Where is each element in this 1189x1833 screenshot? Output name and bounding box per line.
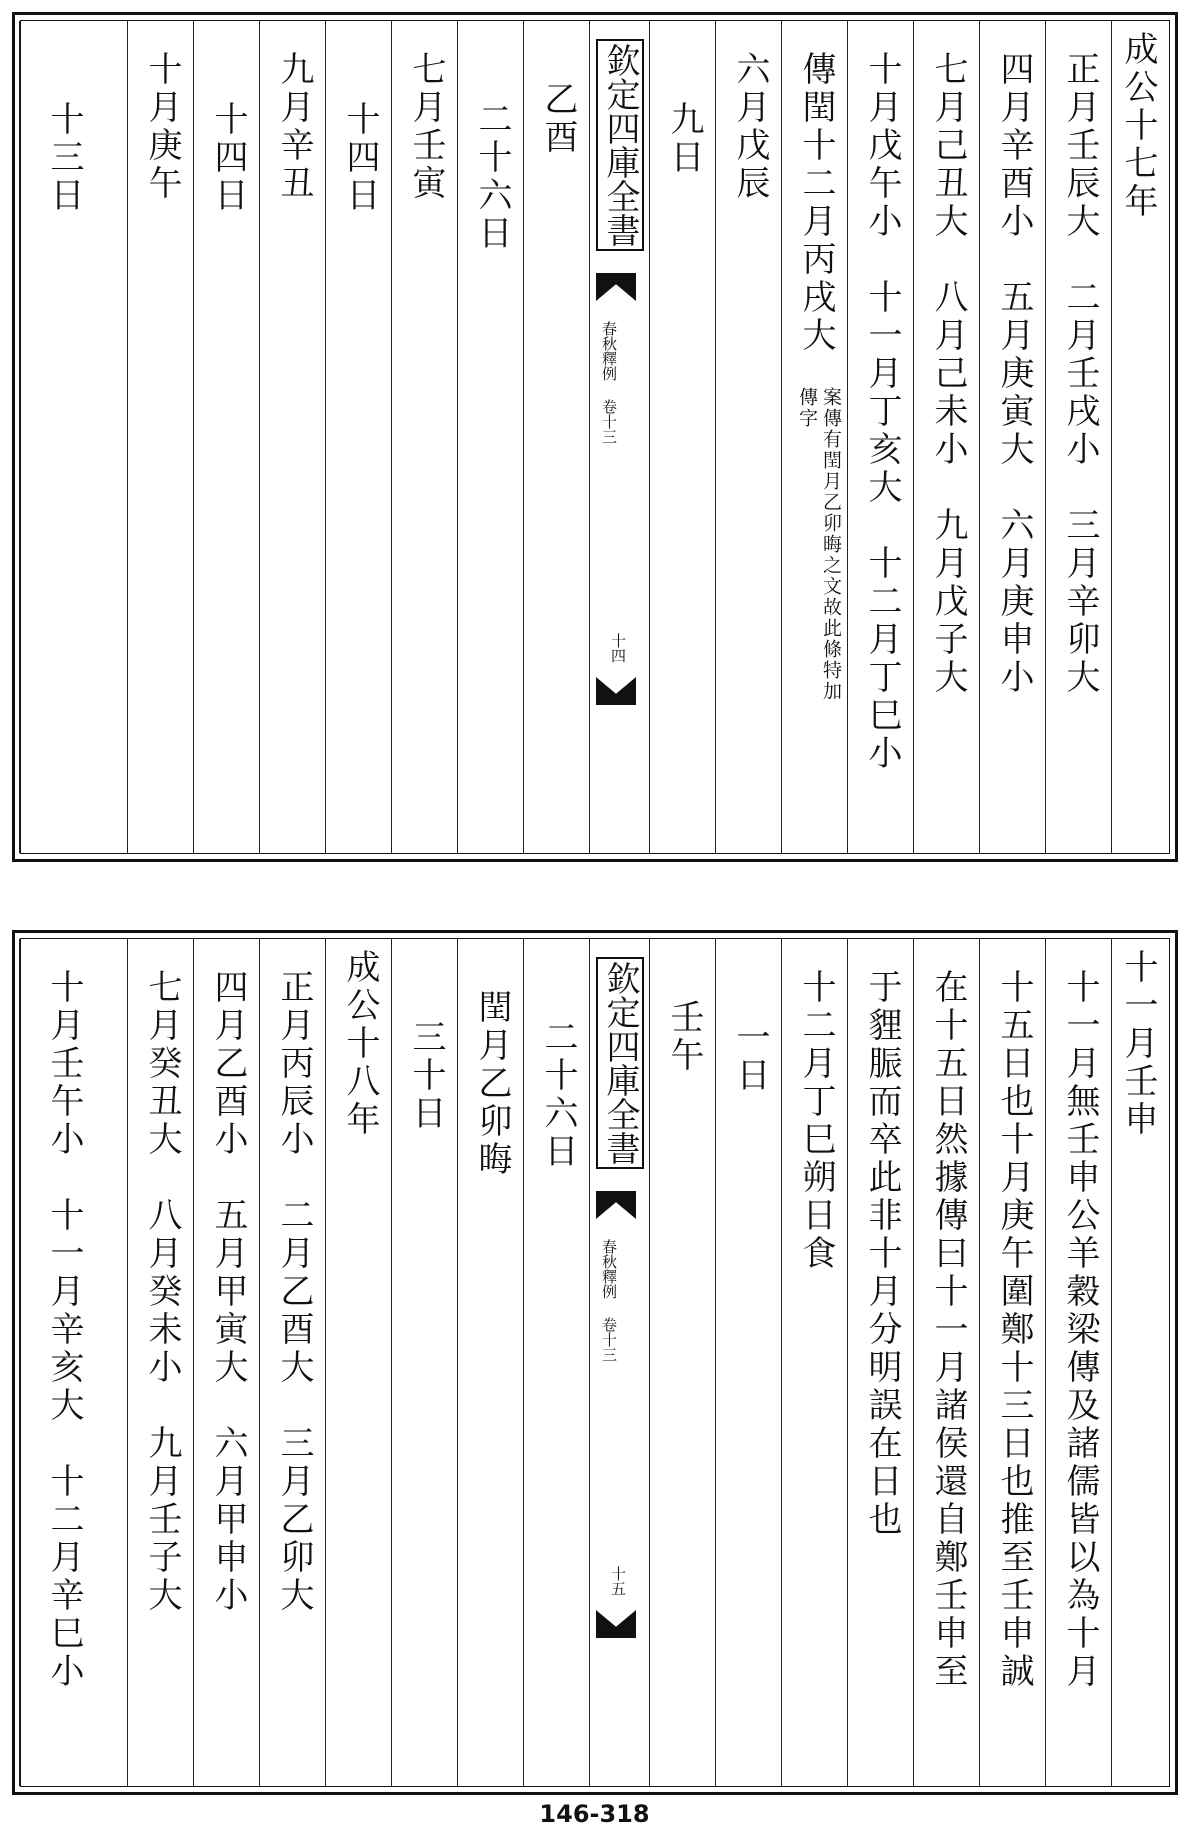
- page-number: 十四: [609, 633, 627, 663]
- column: 成公十八年: [325, 939, 391, 1786]
- column: 九日: [649, 21, 715, 853]
- fishtail-mark: [596, 273, 636, 301]
- column: 閏月乙卯晦: [457, 939, 523, 1786]
- column: 十一月無壬申公羊穀梁傳及諸儒皆以為十月: [1045, 939, 1111, 1786]
- column: 十月戊午小 十一月丁亥大 十二月丁巳小: [847, 21, 913, 853]
- column: 七月壬寅: [391, 21, 457, 853]
- column: 二十六日: [457, 21, 523, 853]
- page-top: [12, 12, 1178, 862]
- text-grid: [20, 20, 1170, 854]
- book-title: 欽定四庫全書: [596, 39, 644, 251]
- column: 壬午: [649, 939, 715, 1786]
- text-grid: [20, 938, 1170, 1787]
- page-footer-number: 146-318: [539, 1800, 650, 1828]
- column: 成公十七年: [1111, 21, 1169, 853]
- volume-label: 春秋釋例 卷十三: [600, 1239, 618, 1362]
- column: 四月乙酉小 五月甲寅大 六月甲申小: [193, 939, 259, 1786]
- column: 在十五日然據傳曰十一月諸侯還自鄭壬申至: [913, 939, 979, 1786]
- book-title: 欽定四庫全書: [596, 957, 644, 1169]
- column: 四月辛酉小 五月庚寅大 六月庚申小: [979, 21, 1045, 853]
- column: 一日: [715, 939, 781, 1786]
- column: 七月己丑大 八月己未小 九月戊子大: [913, 21, 979, 853]
- page-number: 十五: [609, 1566, 627, 1596]
- column: 六月戊辰: [715, 21, 781, 853]
- column: 正月壬辰大 二月壬戌小 三月辛卯大: [1045, 21, 1111, 853]
- volume-label: 春秋釋例 卷十三: [600, 321, 618, 444]
- column: 于貍脤而卒此非十月分明誤在日也: [847, 939, 913, 1786]
- column: 七月癸丑大 八月癸未小 九月壬子大: [127, 939, 193, 1786]
- page-bottom: [12, 930, 1178, 1795]
- column: 十五日也十月庚午圍鄭十三日也推至壬申誠: [979, 939, 1045, 1786]
- column: 十二月丁巳朔日食: [781, 939, 847, 1786]
- column: 傳閏十二月丙戌大 案傳有閏月乙卯晦之文故此條特加傳字: [781, 21, 847, 853]
- column: 乙酉: [523, 21, 589, 853]
- column: 十月壬午小 十一月辛亥大 十二月辛巳小: [19, 939, 127, 1786]
- column: 二十六日: [523, 939, 589, 1786]
- annotation-note: 案傳有閏月乙卯晦之文故此條特加傳字: [796, 387, 842, 702]
- fishtail-mark: [596, 677, 636, 705]
- column: 十月庚午: [127, 21, 193, 853]
- column: 十四日: [325, 21, 391, 853]
- column: 三十日: [391, 939, 457, 1786]
- column: 九月辛丑: [259, 21, 325, 853]
- column: 正月丙辰小 二月乙酉大 三月乙卯大: [259, 939, 325, 1786]
- center-banner: [589, 939, 649, 1786]
- fishtail-mark: [596, 1610, 636, 1638]
- center-banner: [589, 21, 649, 853]
- column: 十四日: [193, 21, 259, 853]
- fishtail-mark: [596, 1191, 636, 1219]
- column: 十三日: [19, 21, 127, 853]
- column: 十一月壬申: [1111, 939, 1169, 1786]
